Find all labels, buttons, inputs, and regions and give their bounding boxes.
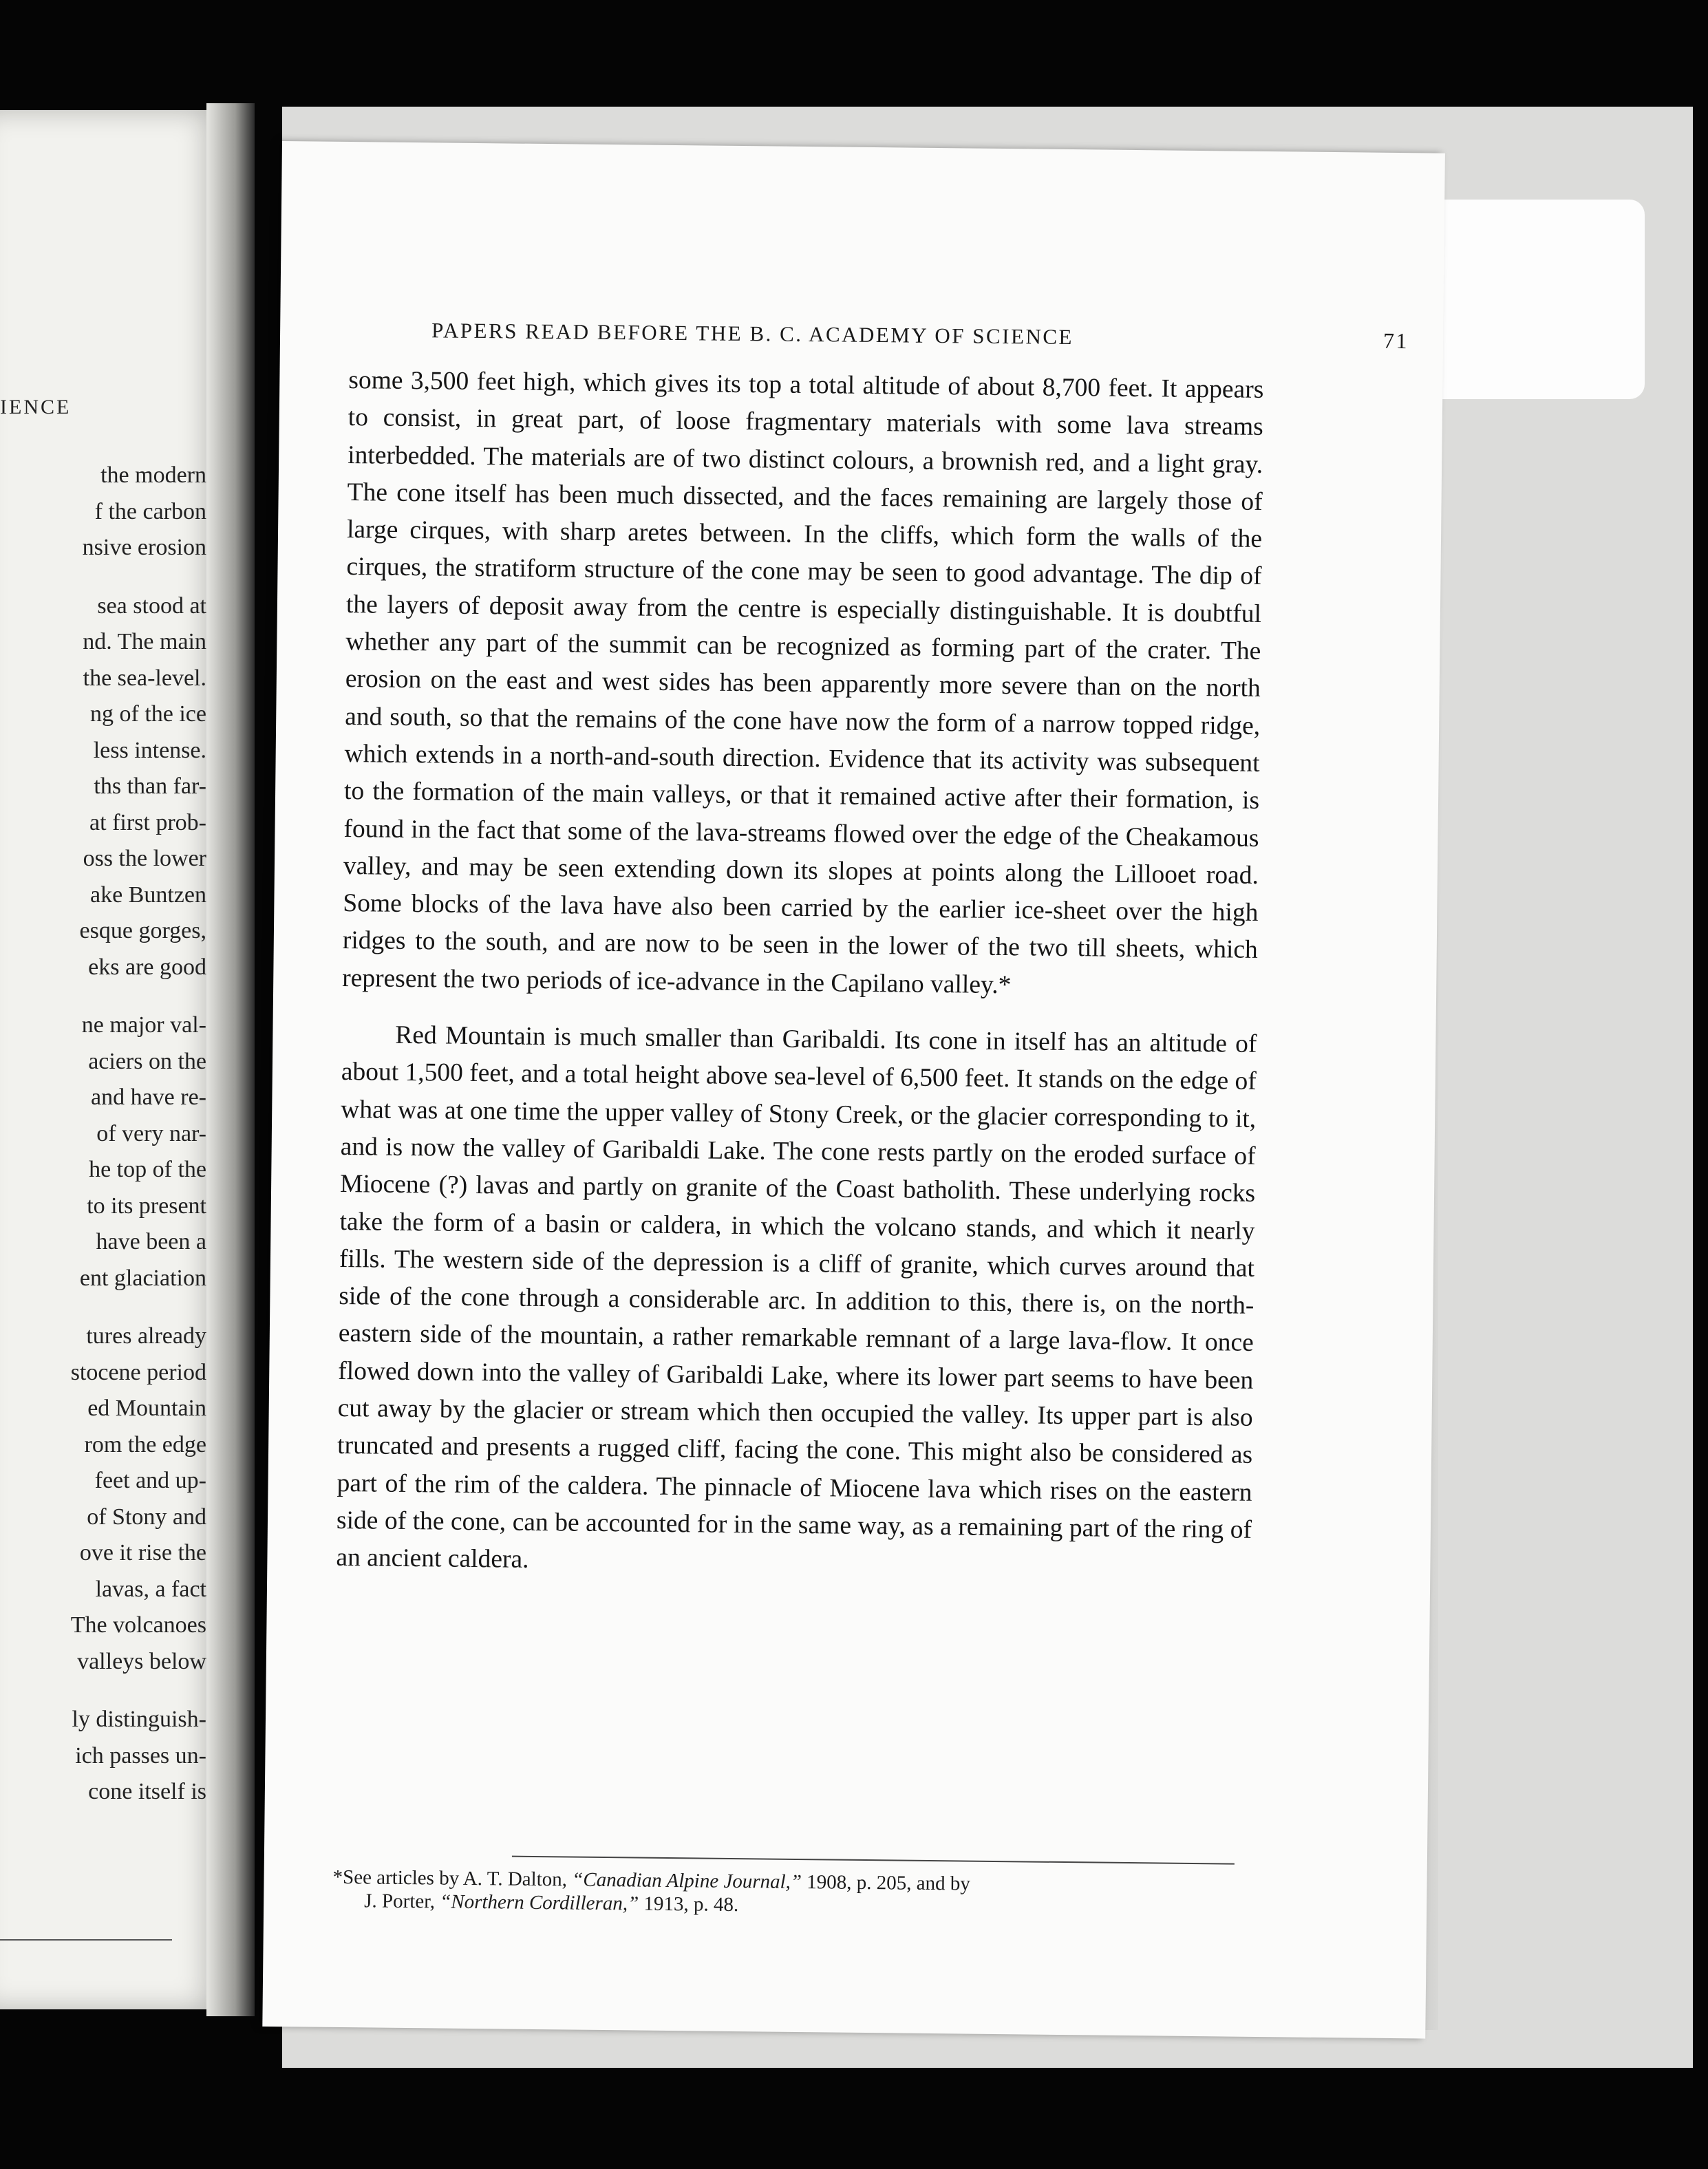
page-71 [262, 141, 1445, 2039]
left-page-line: esque gorges, [79, 918, 206, 943]
page-number: 71 [1383, 328, 1409, 354]
left-page-line: ent glaciation [79, 1265, 206, 1291]
left-page-line: lavas, a fact [95, 1576, 206, 1602]
left-page [0, 110, 227, 2009]
left-page-line: ake Buntzen [90, 882, 206, 908]
left-page-line: valleys below [77, 1648, 206, 1674]
left-page-line: sea stood at [97, 592, 206, 619]
left-page-line: aciers on the [88, 1048, 206, 1074]
footnote-rule [512, 1856, 1235, 1865]
left-page-line: tures already [86, 1323, 206, 1349]
running-head [431, 318, 1409, 354]
left-page-line: ich passes un- [75, 1742, 206, 1769]
paragraph-1: some 3,500 feet high, which gives its top a total altitude of about 8,700 feet. It appears to consist, in great part, of loose fragmentary materials with some lava streams interbedded. The materials are of two distinct colours, a brownish red, and a light gray. The cone itself has been much dissected, and the faces remaining are largely those of large cirques, with sharp aretes between. In the cliffs, which form the walls of the cirques, the stratiform structure of the cone may be seen to good advantage. The dip of the layers of deposit away from the centre is especially distinguishable. It is doubtful whether any part of the summit can be recognized as forming part of the crater. The erosion on the east and west sides has been apparently more severe than on the north and south, so that the remains of the cone have now the form of a narrow topped ridge, which extends in a north-and-south direction. Evidence that its activity was subsequent to the formation of the main valleys, or that it remained active after their formation, is found in the fact that some of the lava-streams flowed over the edge of the Cheakamous valley, and may be seen extending down its slopes at points along the Lillooet road. Some blocks of the lava have also been carried by the earlier ice-sheet over the high ridges to the south, and are now to be seen in the lower of the two till sheets, which represent the two periods of ice-advance in the Capilano valley.* [342, 366, 1264, 999]
paragraph-2: Red Mountain is much smaller than Garibaldi. Its cone in itself has an altitude of about 1,500 feet, and a total height above sea-level of 6,500 feet. It stands on the edge of what was at one time the upper valley of Stony Creek, or the glacier corresponding to it, and is now the valley of Garibaldi Lake. The cone rests partly on the eroded surface of Miocene (?) lavas and partly on granite of the Coast batholith. These underlying rocks take the form of a basin or caldera, in which the volcano stands, and which it nearly fills. The western side of the depression is a cliff of granite, which curves around that side of the cone through a considerable arc. In addition to this, there is, on the north-eastern side of the mountain, a rather remarkable remnant of a large lava-flow. It once flowed down into the valley of Garibaldi Lake, where its lower part seems to have been cut away by the glacier or stream which then occupied the valley. Its upper part is also truncated and presents a rugged cliff, facing the cone. This might also be considered as part of the rim of the caldera. The pinnacle of Miocene lava which rises on the eastern side of the cone, can be accounted for in the same way, as a remaining part of the ring of an ancient caldera. [336, 1021, 1257, 1574]
left-page-line: oss the lower [83, 846, 206, 871]
left-page-line: feet and up- [94, 1468, 206, 1493]
left-page-line: to its present [87, 1193, 206, 1219]
left-page-line: of Stony and [87, 1504, 206, 1530]
footnote [332, 1866, 1248, 1922]
body-text [336, 362, 1263, 1586]
left-page-line: and have re- [90, 1084, 206, 1110]
left-page-line: stocene period [70, 1359, 206, 1385]
left-page-line: ed Mountain [87, 1396, 206, 1421]
left-page-line: ng of the ice [90, 701, 206, 727]
left-page-line: ths than far- [94, 773, 206, 799]
left-page-line: rom the edge [84, 1431, 206, 1457]
left-page-line: nsive erosion [82, 535, 206, 560]
left-page-line: the sea-level. [83, 665, 206, 691]
footnote-mid: 1908, p. 205, and by [801, 1871, 971, 1895]
left-page-line: ove it rise the [79, 1540, 206, 1566]
board-tab [1418, 200, 1645, 399]
footnote-suffix: 1913, p. 48. [639, 1892, 739, 1916]
left-page-line: at first prob- [89, 809, 206, 835]
left-page-line: cone itself is [88, 1779, 206, 1804]
left-page-line: ne major val- [81, 1012, 206, 1038]
left-page-line: The volcanoes [70, 1612, 206, 1638]
left-page-line: the modern [100, 462, 206, 488]
left-page-line: ly distinguish- [72, 1707, 206, 1732]
left-page-line: of very nar- [96, 1120, 206, 1146]
running-head-title: PAPERS READ BEFORE THE B. C. ACADEMY OF SCIENCE [431, 318, 1074, 350]
footnote-prefix-2: J. Porter, [364, 1890, 440, 1913]
left-page-line: nd. The main [83, 629, 206, 654]
left-page-line: he top of the [89, 1157, 206, 1182]
left-page-line: eks are good [88, 954, 206, 980]
footnote-prefix: *See articles by A. T. Dalton, [332, 1866, 573, 1891]
left-page-line: have been a [96, 1229, 206, 1254]
left-page-line: less intense. [93, 737, 206, 763]
footnote-journal-1: “Canadian Alpine Journal,” [572, 1868, 802, 1894]
footnote-journal-2: “Northern Cordilleran,” [440, 1890, 639, 1915]
left-page-line: f the carbon [94, 498, 206, 524]
left-footnote-rule [0, 1939, 172, 1941]
book-gutter [206, 103, 255, 2016]
left-running-head: IENCE [0, 396, 72, 418]
